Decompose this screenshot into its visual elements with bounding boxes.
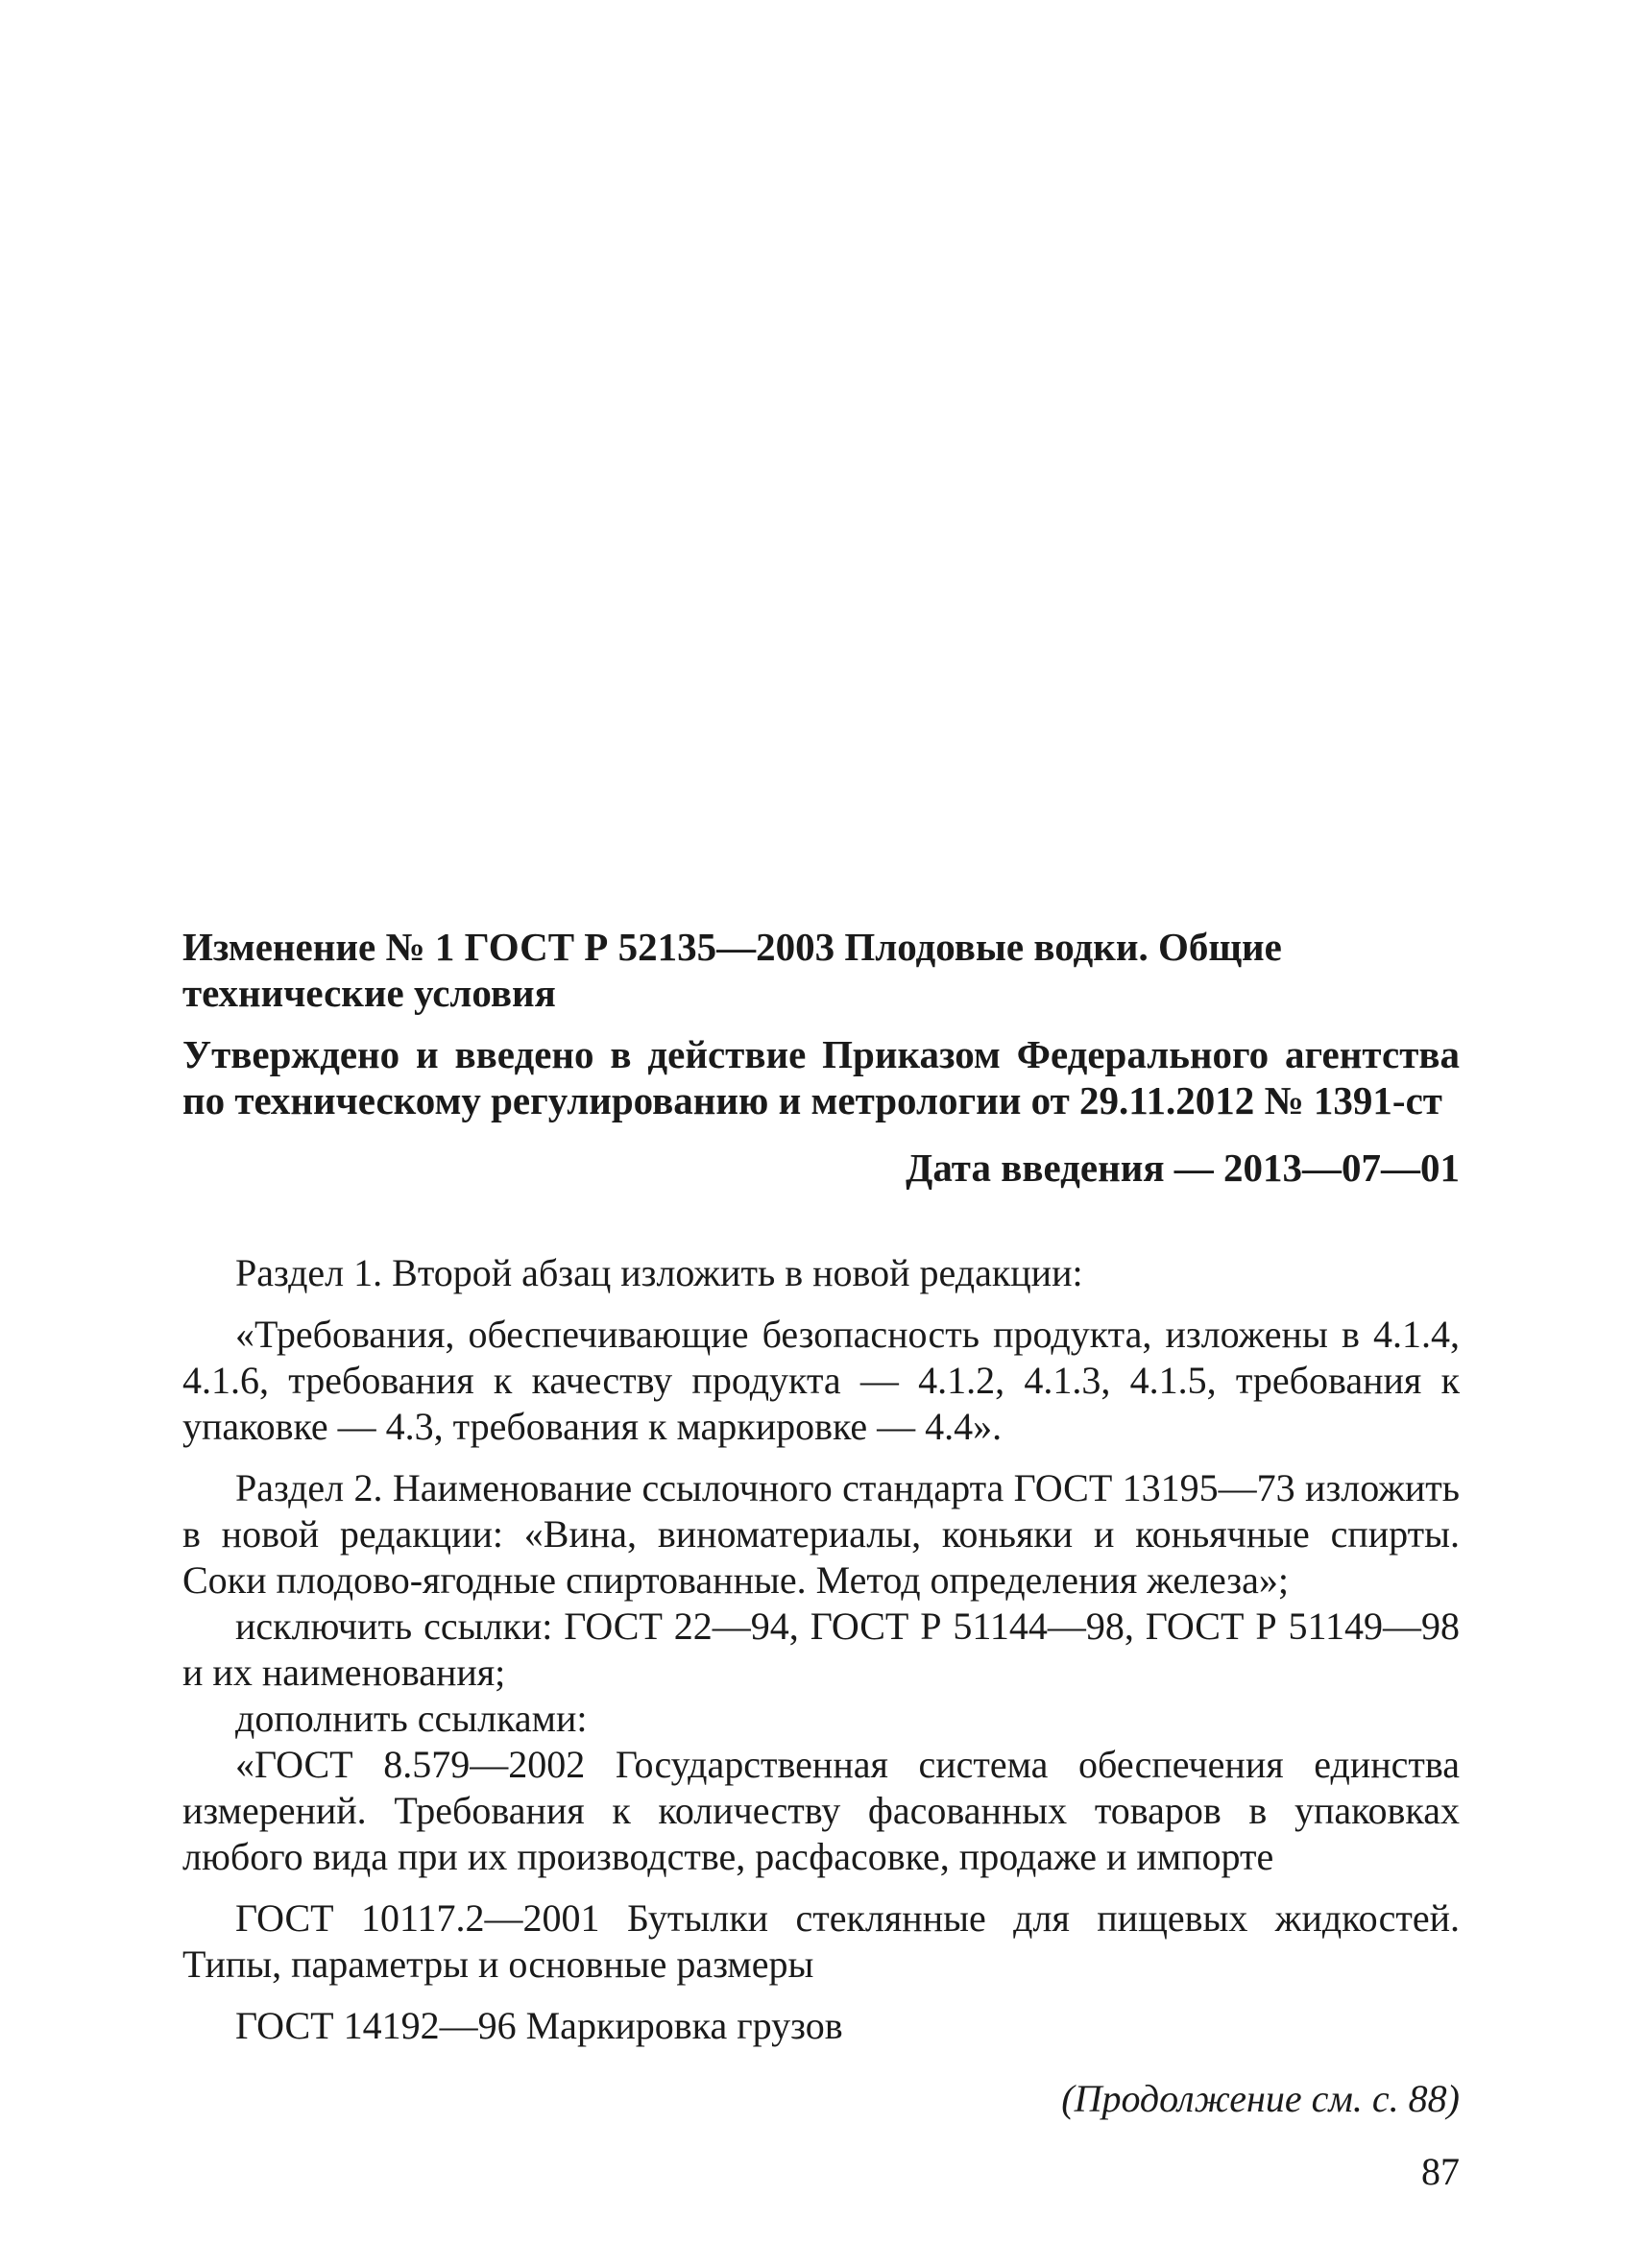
paragraph-section-1: Раздел 1. Второй абзац изложить в новой редакции: (235, 1251, 1083, 1294)
amendment-block (182, 924, 1460, 2122)
approval-statement: Утверждено и введено в действие Приказом Федерального агентства по техническому регулированию и метрологии от 29.11.2012 № 1391-ст (182, 1032, 1460, 1122)
paragraph-add-references: дополнить ссылками: (235, 1697, 588, 1740)
paragraph-section-2: Раздел 2. Наименование ссылочного стандарта ГОСТ 13195—73 изложить в новой редакции: «Вина, виноматериалы, коньяки и коньячные спирты. Соки плодово-ягодные спиртованные. Метод определения железа»; (182, 1466, 1460, 1602)
page-number: 87 (1421, 2150, 1460, 2193)
paragraph-exclude-references: исключить ссылки: ГОСТ 22—94, ГОСТ Р 51144—98, ГОСТ Р 51149—98 и их наименования; (182, 1604, 1460, 1694)
paragraph-gost-8579: «ГОСТ 8.579—2002 Государственная система обеспечения единства измерений. Требования к количеству фасованных товаров в упаковках любого вида при их производстве, расфасовке, продаже и импорте (182, 1743, 1460, 1878)
paragraph-requirements-quote: «Требования, обеспечивающие безопасность продукта, изложены в 4.1.4, 4.1.6, требования к качеству продукта — 4.1.2, 4.1.3, 4.1.5, требования к упаковке — 4.3, требования к маркировке — 4.4». (182, 1313, 1460, 1448)
introduction-date: Дата введения — 2013—07—01 (906, 1146, 1460, 1190)
paragraph-gost-14192: ГОСТ 14192—96 Маркировка грузов (235, 2004, 843, 2047)
paragraph-gost-10117: ГОСТ 10117.2—2001 Бутылки стеклянные для пищевых жидкостей. Типы, параметры и основные размеры (182, 1896, 1460, 1986)
amendment-body (182, 1250, 1460, 2049)
continuation-note: (Продолжение см. с. 88) (1061, 2077, 1460, 2120)
amendment-title: Изменение № 1 ГОСТ Р 52135—2003 Плодовые водки. Общие технические условия (182, 925, 1282, 1015)
